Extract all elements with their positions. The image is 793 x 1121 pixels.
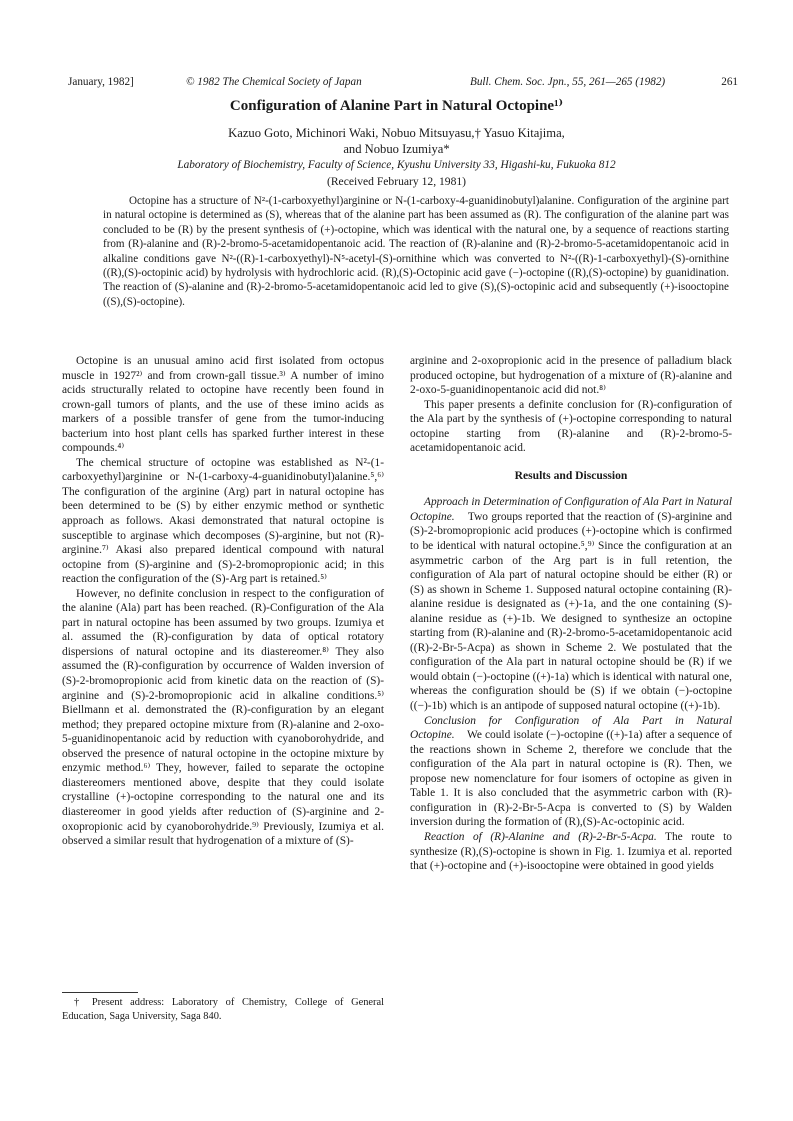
footnote-rule	[62, 992, 138, 993]
left-column	[62, 354, 384, 849]
author-line-2: and Nobuo Izumiya*	[343, 142, 450, 156]
affiliation: Laboratory of Biochemistry, Faculty of Science, Kyushu University 33, Higashi-ku, Fukuoka 812	[177, 159, 616, 171]
footnote: † Present address: Laboratory of Chemistry, College of General Education, Saga University, Saga 840.	[62, 997, 384, 1022]
subsection	[410, 495, 732, 713]
subsection-heading: Approach in Determination of Configuration of Ala Part in Natural Octopine.	[410, 496, 732, 523]
running-head	[68, 74, 738, 90]
article-title: Configuration of Alanine Part in Natural Octopine¹⁾	[229, 98, 564, 114]
subsection-heading: Reaction of (R)-Alanine and (R)-2-Br-5-Acpa.	[424, 830, 657, 843]
paragraph: Octopine is an unusual amino acid first isolated from octopus muscle in 1927²⁾ and from crown-gall tissue.³⁾ A number of imino acids structurally related to octopine have recently been found in crown-gall tumors of plants, and the use of these imino acids as markers of a possible transfer of gene from the tumor-inducing bacterium into host plant cells has sparked further interest in these compounds.⁴⁾	[62, 355, 384, 455]
subsection-text: The route to synthesize (R),(S)-octopine is shown in Fig. 1. Izumiya et al. reported that (+)-octopine and (+)-isooctopine were obtained in good yields	[410, 830, 732, 873]
right-column	[410, 354, 732, 874]
page-number: 261	[721, 76, 738, 88]
issue-date: January, 1982]	[68, 76, 134, 88]
abstract	[103, 194, 729, 309]
journal-citation: Bull. Chem. Soc. Jpn., 55, 261—265 (1982)	[470, 76, 666, 88]
paragraph: This paper presents a definite conclusion for (R)-configuration of the Ala part by the synthesis of (+)-octopine corresponding to natural octopine starting from (R)-alanine and (R)-2-bromo-5-acetamidopentanoic acid.	[410, 398, 732, 455]
author-list	[0, 125, 793, 157]
paragraph-continuation: arginine and 2-oxopropionic acid in the presence of palladium black produced octopine, but hydrogenation of a mixture of (R)-alanine and 2-oxo-5-guanidinopentanoic acid did not.⁸⁾	[410, 355, 732, 397]
subsection-text: We could isolate (−)-octopine ((+)-1a) after a sequence of the reactions shown in Scheme 2, therefore we conclude that the configuration of the Ala part in natural octopine is (R). Then, we propose new nomenclature for four isomers of octopine as given in Table 1. It is also concluded that the asymmetric carbon with (R)-configuration in (R)-2-Br-5-Acpa is converted to (S) by Walden inversion during the formation of (R),(S)-Ac-octopinic acid.	[410, 729, 733, 829]
copyright-notice: © 1982 The Chemical Society of Japan	[186, 76, 362, 88]
subsection-heading: Conclusion for Configuration of Ala Part in Natural Octopine.	[410, 714, 732, 742]
subsection-text: Two groups reported that the reaction of (S)-arginine and (S)-2-bromopropionic acid produces (+)-octopine which is confirmed to be identical with natural octopine.⁵,⁹⁾ Since the configuration at an asymmetric carbon of the Arg part is in full retention, the configuration of Ala part of natural octopine should be either (R) or (S) as shown in Scheme 1. Supposed natural octopine containing (R)-alanine residue is designated as (+)-1a, and the one containing (S)-alanine residue as (+)-1b. We designed to synthesize an octopine starting from (R)-alanine and (R)-2-bromo-5-acetamidopentanoic acid ((R)-2-Br-5-Acpa) as shown in Scheme 2. We postulated that the configuration of the Ala part in natural octopine should be (R) if we would obtain (−)-octopine ((+)-1a) which is identical with natural one, whereas the configuration should be (S) if we obtain (−)-octopine ((−)-1b) which is an antipode of supposed natural octopine ((+)-1b).	[410, 510, 733, 713]
subsection	[410, 830, 732, 874]
received-date: (Received February 12, 1981)	[326, 175, 467, 188]
subsection	[410, 714, 732, 830]
section-heading: Results and Discussion	[514, 468, 628, 482]
author-line-1: Kazuo Goto, Michinori Waki, Nobuo Mitsuyasu,† Yasuo Kitajima,	[228, 126, 565, 140]
paragraph: The chemical structure of octopine was established as N²-(1-carboxyethyl)arginine or N-(1-carboxy-4-guanidinobutyl)alanine.⁵,⁶⁾ The configuration of the arginine (Arg) part in natural octopine has been determined to be (S) by either enzymic method or synthetic approach as follows. Akasi demonstrated that natural octopine is susceptible to arginase which decomposes (S)-arginine, but not (R)-arginine.⁷⁾ Akasi also prepared identical compound with natural octopine from (S)-arginine and (S)-2-bromopropionic acid; in this reaction the configuration of the (S)-Arg part is retained.⁵⁾	[62, 456, 384, 586]
paragraph: However, no definite conclusion in respect to the configuration of the alanine (Ala) part has been reached. (R)-Configuration of the Ala part in natural octopine has been assumed by two groups. Izumiya et al. assumed the (R)-configuration by data of optical rotatory dispersions of natural octopine and its diastereomer.⁸⁾ They also assumed the (R)-configuration by occurrence of Walden inversion of (S)-2-bromopropionic acid from kinetic data on the reaction of (S)-arginine and (S)-2-bromopropionic acid in alkaline conditions.⁵⁾ Biellmann et al. demonstrated the (R)-configuration by an elegant method; they prepared octopine mixture from (R)-alanine and 2-oxo-5-guanidinopentanoic acid by reduction with cyanoborohydride, and observed the presence of natural octopine in the octopine mixture by enzymic method.⁶⁾ They, however, failed to separate the octopine diastereomers mentioned above, despite that they could isolate crystalline (+)-octopine corresponding to the natural one and its diastereomer in good yields after reduction of (S)-arginine and 2-oxopropionic acid by cyanoborohydride.⁹⁾ Previously, Izumiya et al. observed a similar result that hydrogenation of a mixture of (S)-	[62, 587, 384, 848]
abstract-text: Octopine has a structure of N²-(1-carboxyethyl)arginine or N-(1-carboxy-4-guanidinobutyl)alanine. Configuration of the arginine part in natural octopine is determined as (S), whereas that of the alanine part has been assumed as (R). The configuration of the alanine part was concluded to be (R) by the present synthesis of (+)-octopine, which was identical with the natural one, by a sequence of reactions starting from (R)-alanine and (R)-2-bromo-5-acetamidopentanoic acid. The reaction of (R)-alanine and (R)-2-bromo-5-acetamidopentanoic acid in alkaline conditions gave N²-((R)-1-carboxyethyl)-N⁵-acetyl-(S)-ornithine which was converted to N²-((R)-1-carboxyethyl)-(S)-ornithine ((R),(S)-octopinic acid) by hydrolysis with hydrochloric acid. (R),(S)-Octopinic acid gave (−)-octopine ((R),(S)-octopine) by guanidination. The reaction of (S)-alanine and (R)-2-bromo-5-acetamidopentanoic acid led to give (S),(S)-octopinic acid and subsequently (+)-isooctopine ((S),(S)-octopine).	[103, 195, 729, 308]
